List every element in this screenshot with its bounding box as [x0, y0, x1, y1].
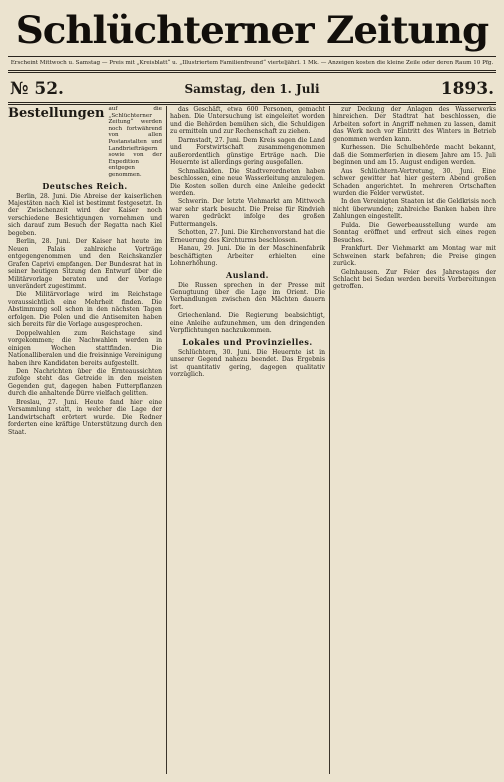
newspaper-title: Schlüchterner Zeitung	[15, 8, 489, 52]
divider	[8, 70, 496, 71]
bestellungen-text: auf die „Schlüchterner Zeitung“ werden noch fortwährend von allen Postanstalten und Landbriefträgern sowie von der Expedition entgegen genommen.	[108, 106, 162, 178]
article-paragraph: Gelnhausen. Zur Feier des Jahrestages der Schlacht bei Sedan werden bereits Vorbereitungen getroffen.	[333, 268, 496, 291]
article-paragraph: Griechenland. Die Regierung beabsichtigt, eine Anleihe aufzunehmen, um den dringenden Verpflichtungen nachzukommen.	[170, 312, 325, 335]
article-paragraph: Schwerin. Der letzte Viehmarkt am Mittwoch war sehr stark besucht. Die Preise für Rindvieh waren gedrückt infolge des großen Futtermangels.	[170, 198, 325, 228]
issue-date: Samstag, den 1. Juli	[184, 82, 320, 96]
article-paragraph: Die Militärvorlage wird im Reichstage voraussichtlich eine Mehrheit finden. Die Abstimmung soll schon in den nächsten Tagen erfolgen. Die Polen und die Antisemiten haben sich bereits für die Vorlage ausgesprochen.	[8, 291, 162, 329]
column-3	[333, 106, 496, 776]
section-heading: Deutsches Reich.	[42, 180, 128, 191]
column-2	[170, 106, 325, 776]
article-paragraph: zur Deckung der Anlagen des Wasserwerks hinreichen. Der Stadtrat hat beschlossen, die Arbeiten sofort in Angriff nehmen zu lassen, damit das Werk noch vor Eintritt des Winters in Betrieb genommen werden kann.	[333, 106, 496, 143]
issue-bar	[10, 77, 494, 101]
bestellungen-notice	[8, 106, 162, 179]
article-paragraph: In den Vereinigten Staaten ist die Geldkrisis noch nicht überwunden; zahlreiche Banken haben ihre Zahlungen eingestellt.	[333, 198, 496, 221]
article-paragraph: Schmalkalden. Die Stadtverordneten haben beschlossen, eine neue Wasserleitung anzulegen. Die Kosten sollen durch eine Anleihe gedeckt werden.	[170, 167, 325, 197]
divider	[8, 72, 496, 73]
article-paragraph: Breslau, 27. Juni. Heute fand hier eine Versammlung statt, in welcher die Lage der Landwirtschaft erörtert wurde. Die Redner forderten eine kräftige Unterstützung durch den Staat.	[8, 398, 162, 436]
article-paragraph: Aus Schlüchtern-Vertretung, 30. Juni. Eine schwer gewitter hat hier gestern Abend großen Schaden angerichtet. In mehreren Ortschaften wurden die Felder verwüstet.	[333, 167, 496, 197]
article-paragraph: Darmstadt, 27. Juni. Dem Kreis sagen die Land und Forstwirtschaft zusammengenommen außerordentlich günstige Erträge nach. Die Heuernte ist allerdings gering ausgefallen.	[170, 136, 325, 167]
article-paragraph: Berlin, 28. Juni. Der Kaiser hat heute im Neuen Palais zahlreiche Vorträge entgegengenommen und den Reichskanzler Grafen Caprivi empfangen. Der Bundesrat hat in seiner heutigen Sitzung den Entwurf über die Militärvorlage beraten und der Vorlage unverändert zugestimmt.	[8, 238, 162, 290]
masthead	[0, 4, 504, 56]
article-paragraph: Kurhessen. Die Schulbehörde macht bekannt, daß die Sommerferien in diesem Jahre am 15. Juli beginnen und am 15. August endigen werden.	[333, 144, 496, 167]
bestellungen-heading: Bestellungen	[8, 106, 105, 121]
article-paragraph: Schlüchtern, 30. Juni. Die Heuernte ist in unserer Gegend nahezu beendet. Das Ergebnis ist quantitativ gering, dagegen qualitativ vorzüglich.	[170, 348, 325, 379]
article-paragraph: Frankfurt. Der Viehmarkt am Montag war mit Schweinen stark befahren; die Preise gingen zurück.	[333, 245, 496, 268]
issue-number: № 52.	[10, 79, 64, 99]
article-paragraph: Berlin, 28. Juni. Die Abreise der kaiserlichen Majestäten nach Kiel ist bestimmt festgesetzt. In der Zwischenzeit wird der Kaiser noch verschiedene Besichtigungen vornehmen und sich darauf zum Besuch der Regatta nach Kiel begeben.	[8, 192, 162, 237]
tagline: Erscheint Mittwoch u. Samstag — Preis mit „Kreisblatt“ u. „Illustriertem Familienfreund“ vierteljährl. 1 Mk. — Anzeigen kosten die kleine Zeile oder deren Raum 10 Pfg.	[10, 60, 494, 66]
column-divider	[166, 106, 167, 774]
divider	[8, 56, 496, 57]
issue-year: 1893.	[440, 79, 494, 99]
article-paragraph: Doppelwahlen zum Reichstage sind vorgekommen; die Nachwahlen werden in einigen Wochen stattfinden. Die Nationalliberalen und die freisinnige Vereinigung haben ihre Kandidaten bereits aufgestellt.	[8, 329, 162, 367]
divider	[8, 102, 496, 103]
section-heading-lokales: Lokales und Provinzielles.	[182, 336, 313, 347]
article-paragraph: das Geschäft, etwa 600 Personen, gemacht haben. Die Untersuchung ist eingeleitet worden und die Behörden bemühen sich, die Schuldigen zu ermitteln und zur Rechenschaft zu ziehen.	[170, 106, 325, 136]
article-paragraph: Den Nachrichten über die Ernteaussichten zufolge steht das Getreide in den meisten Gegenden gut, dagegen haben Futterpflanzen durch die anhaltende Dürre vielfach gelitten.	[8, 367, 162, 398]
divider	[8, 104, 496, 105]
article-paragraph: Hanau, 29. Juni. Die in der Maschinenfabrik beschäftigten Arbeiter erhielten eine Lohnerhöhung.	[170, 245, 325, 268]
article-paragraph: Fulda. Die Gewerbeausstellung wurde am Sonntag eröffnet und erfreut sich eines regen Besuches.	[333, 221, 496, 244]
section-heading-ausland: Ausland.	[226, 269, 269, 280]
article-paragraph: Die Russen sprechen in der Presse mit Genugtuung über die Lage im Orient. Die Verhandlungen zwischen den Mächten dauern fort.	[170, 281, 325, 311]
column-1	[8, 106, 162, 776]
article-paragraph: Schotten, 27. Juni. Die Kirchenvorstand hat die Erneuerung des Kirchturms beschlossen.	[170, 229, 325, 244]
column-divider	[329, 106, 330, 774]
